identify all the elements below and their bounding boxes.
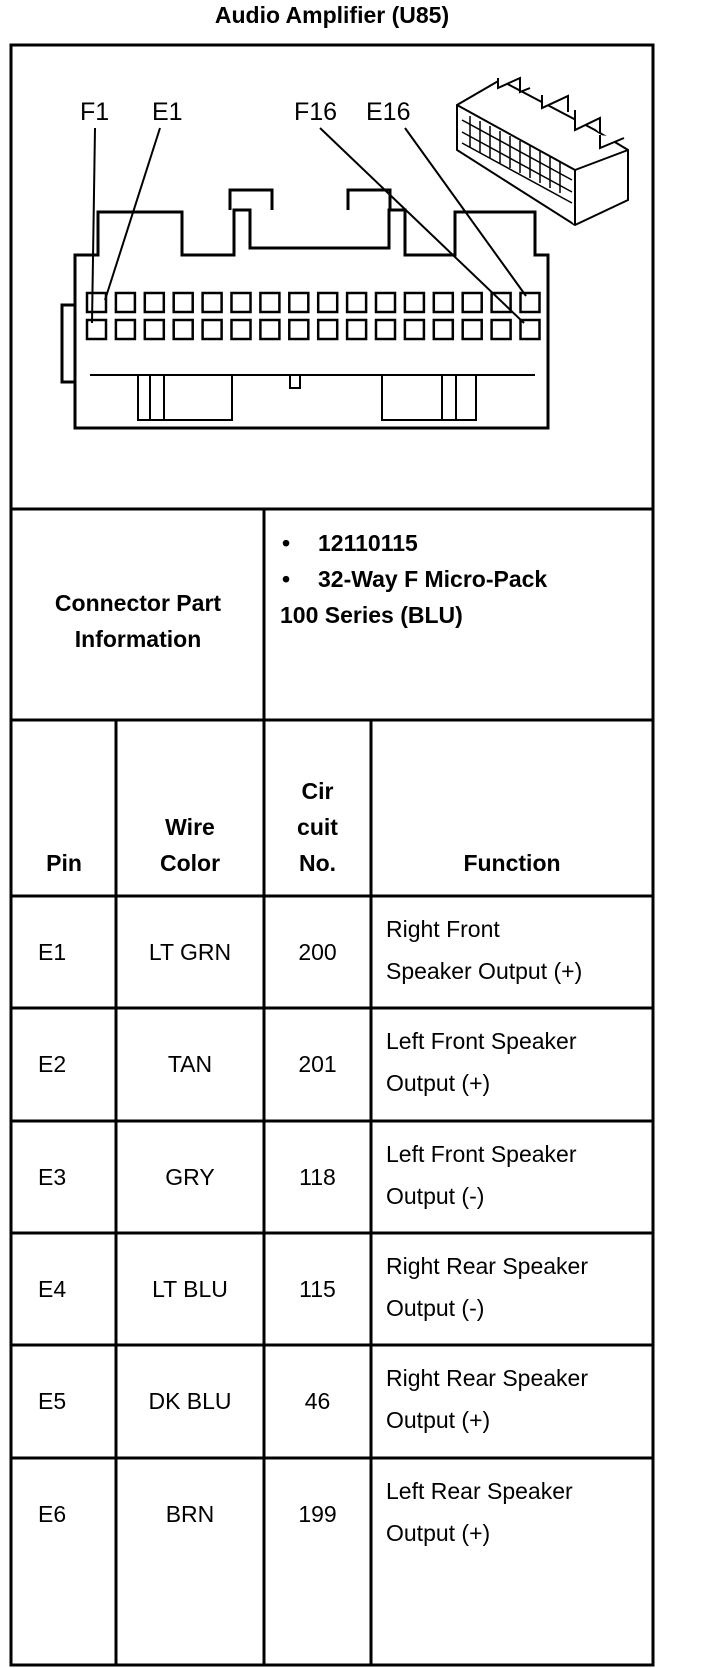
table-cell-circuit: 200: [298, 939, 337, 965]
pin-cavity: [289, 293, 308, 312]
table-cell-circuit: 46: [304, 1388, 331, 1414]
pin-cavity: [145, 293, 164, 312]
connector-type-line2: 100 Series (BLU): [280, 602, 463, 628]
table-cell-function-line1: Right Rear Speaker: [386, 1253, 588, 1279]
table-cell-pin: E2: [38, 1051, 67, 1077]
table-cell-function-line2: Output (-): [386, 1295, 485, 1321]
pin-cavity: [203, 320, 222, 339]
table-cell-pin: E5: [38, 1388, 67, 1414]
pin-cavity: [87, 293, 106, 312]
pin-cavity: [174, 320, 193, 339]
pin-cavity: [289, 320, 308, 339]
connector-type-line1: 32-Way F Micro-Pack: [318, 566, 548, 592]
table-cell-function-line1: Right Rear Speaker: [386, 1365, 588, 1391]
header-pin: Pin: [46, 850, 82, 876]
pin-cavity: [347, 320, 366, 339]
pin-cavities: [87, 293, 540, 339]
pin-cavity: [260, 320, 279, 339]
table-cell-circuit: 201: [298, 1051, 337, 1077]
pin-cavity: [521, 293, 540, 312]
pin-cavity: [318, 293, 337, 312]
pin-cavity: [318, 320, 337, 339]
table-cell-function-line2: Output (+): [386, 1407, 491, 1433]
table-cell-wire-color: DK BLU: [148, 1388, 232, 1414]
part-number: 12110115: [318, 530, 418, 556]
pin-cavity: [376, 293, 395, 312]
table-cell-function-line1: Left Front Speaker: [386, 1141, 577, 1167]
pin-cavity: [232, 320, 251, 339]
pin-cavity: [174, 293, 193, 312]
header-circuit-3: No.: [298, 850, 337, 876]
pin-cavity: [405, 320, 424, 339]
pin-cavity: [376, 320, 395, 339]
label-e16: E16: [366, 98, 411, 126]
pin-cavity: [347, 293, 366, 312]
table-cell-pin: E4: [38, 1276, 67, 1302]
table-cell-pin: E6: [38, 1501, 67, 1527]
pin-cavity: [260, 293, 279, 312]
connector-3d-icon: [457, 78, 628, 225]
pin-cavity: [116, 320, 135, 339]
table-cell-function-line1: Left Rear Speaker: [386, 1478, 573, 1504]
bullet-1: •: [282, 530, 291, 556]
table-cell-wire-color: TAN: [167, 1051, 213, 1077]
table-cell-function-line2: Output (-): [386, 1183, 485, 1209]
label-f1: F1: [80, 98, 110, 126]
pin-cavity: [145, 320, 164, 339]
pin-cavity: [492, 320, 511, 339]
table-cell-circuit: 199: [298, 1501, 337, 1527]
table-cell-function-line1: Left Front Speaker: [386, 1028, 577, 1054]
table-cell-pin: E3: [38, 1164, 67, 1190]
pin-cavity: [463, 293, 482, 312]
table-cell-circuit: 115: [299, 1276, 336, 1302]
table-cell-function-line2: Output (+): [386, 1520, 491, 1546]
header-wire-color-1: Wire: [165, 814, 215, 840]
pin-cavity: [203, 293, 222, 312]
table-cell-pin: E1: [38, 939, 67, 965]
pin-cavity: [232, 293, 251, 312]
table-cell-function-line2: Speaker Output (+): [386, 958, 583, 984]
pin-cavity: [116, 293, 135, 312]
table-cell-wire-color: GRY: [165, 1164, 215, 1190]
table-cell-wire-color: BRN: [165, 1501, 215, 1527]
pin-cavity: [405, 293, 424, 312]
table-cell-circuit: 118: [299, 1164, 336, 1190]
label-e1: E1: [152, 98, 183, 126]
bullet-2: •: [282, 566, 291, 592]
label-f16: F16: [294, 98, 338, 126]
pin-cavity: [434, 320, 453, 339]
table-cell-wire-color: LT GRN: [148, 939, 232, 965]
header-wire-color-2: Color: [159, 850, 221, 876]
connector-info-label: Connector Part Information: [54, 590, 222, 652]
table-cell-function-line2: Output (+): [386, 1070, 491, 1096]
pin-cavity: [87, 320, 106, 339]
pin-cavity: [434, 293, 453, 312]
header-circuit-2: cuit: [297, 814, 338, 840]
table-cell-function-line1: Right Front: [386, 916, 500, 942]
page-title: Audio Amplifier (U85): [214, 2, 450, 28]
pin-cavity: [463, 320, 482, 339]
header-circuit-1: Cir: [301, 778, 334, 804]
header-function: Function: [463, 850, 561, 876]
table-cell-wire-color: LT BLU: [152, 1276, 228, 1302]
